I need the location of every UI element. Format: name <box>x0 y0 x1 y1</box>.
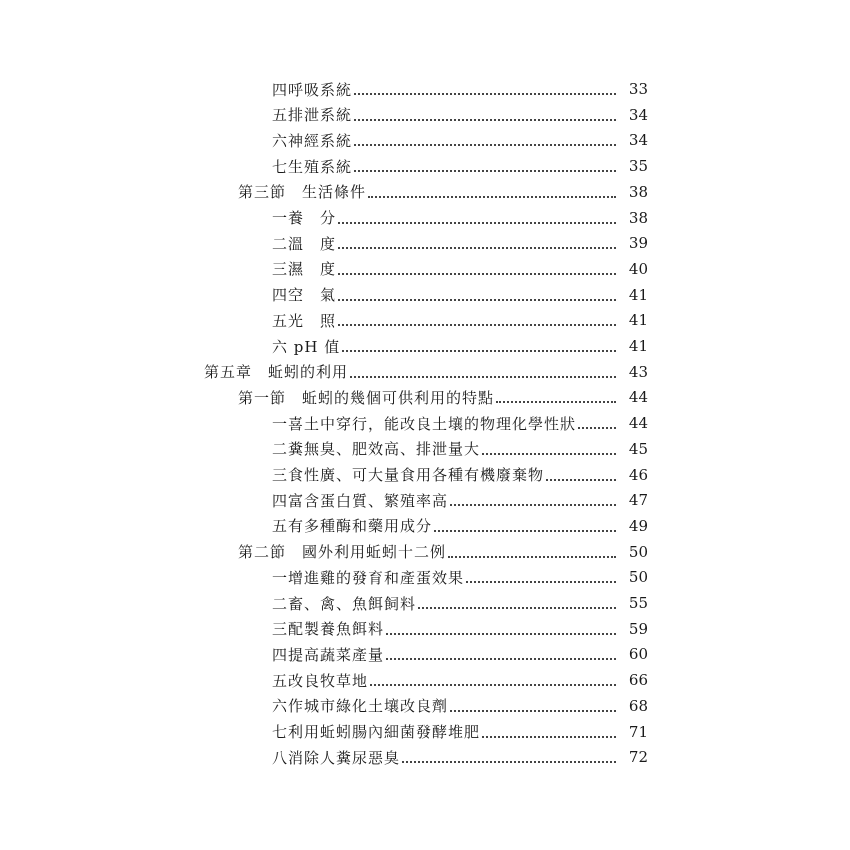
toc-subsection-entry <box>272 412 648 434</box>
toc-entry-label: 四提高蔬菜產量 <box>272 645 385 664</box>
toc-subsection-entry <box>272 258 648 280</box>
toc-entry-label: 三濕 度 <box>272 260 337 279</box>
dot-leader <box>482 726 616 738</box>
toc-subsection-entry <box>272 721 648 743</box>
toc-entry-label: 七利用蚯蚓腸內細菌發酵堆肥 <box>272 723 481 741</box>
toc-entry-page-number: 41 <box>628 285 648 304</box>
toc-subsection-entry <box>272 592 648 614</box>
dot-leader <box>338 237 616 249</box>
dot-leader <box>418 597 616 609</box>
dot-leader <box>450 700 616 712</box>
dot-leader <box>354 160 616 172</box>
toc-subsection-entry <box>272 155 648 177</box>
toc-entry-page-number: 44 <box>628 414 648 433</box>
toc-entry-page-number: 34 <box>628 131 648 150</box>
dot-leader <box>434 520 616 532</box>
toc-entry-page-number: 71 <box>628 722 648 741</box>
toc-subsection-entry <box>272 232 648 254</box>
dot-leader <box>386 648 616 660</box>
toc-entry-label: 第五章 蚯蚓的利用 <box>204 363 349 382</box>
dot-leader <box>338 289 616 301</box>
toc-section-entry <box>238 181 648 203</box>
toc-subsection-entry <box>272 129 648 151</box>
dot-leader <box>354 134 616 146</box>
dot-leader <box>338 263 616 275</box>
dot-leader <box>386 623 616 635</box>
toc-subsection-entry <box>272 695 648 717</box>
toc-subsection-entry <box>272 566 648 588</box>
toc-entry-label: 六神經系統 <box>272 131 353 150</box>
dot-leader <box>546 469 616 481</box>
toc-entry-label: 四空 氣 <box>272 286 337 305</box>
toc-entry-label: 五光 照 <box>272 311 337 330</box>
toc-entry-label: 四呼吸系統 <box>272 80 353 99</box>
toc-entry-page-number: 46 <box>628 465 648 484</box>
toc-entry-label: 第三節 生活條件 <box>238 183 367 202</box>
toc-entry-label: 四富含蛋白質、繁殖率高 <box>272 491 449 510</box>
toc-entry-page-number: 44 <box>628 388 648 407</box>
toc-entry-label: 五改良牧草地 <box>272 671 369 690</box>
toc-entry-page-number: 45 <box>628 439 648 458</box>
toc-entry-label: 一增進雞的發育和產蛋效果 <box>272 568 465 587</box>
toc-section-entry <box>238 541 648 563</box>
toc-entry-page-number: 33 <box>628 80 648 98</box>
toc-entry-label: 二溫 度 <box>272 234 337 253</box>
toc-entry-page-number: 60 <box>628 645 648 664</box>
dot-leader <box>338 314 616 326</box>
toc-subsection-entry <box>272 207 648 229</box>
toc-entry-page-number: 43 <box>628 362 648 381</box>
dot-leader <box>448 546 616 558</box>
dot-leader <box>350 366 616 378</box>
toc-entry-page-number: 59 <box>628 619 648 638</box>
toc-entry-page-number: 39 <box>628 234 648 253</box>
toc-entry-label: 二畜、禽、魚餌飼料 <box>272 594 417 613</box>
dot-leader <box>342 340 616 352</box>
dot-leader <box>450 494 616 506</box>
toc-subsection-entry <box>272 464 648 486</box>
toc-entry-label: 五有多種酶和藥用成分 <box>272 517 433 536</box>
toc-entry-page-number: 47 <box>628 491 648 510</box>
toc-entry-label: 八消除人糞尿惡臭 <box>272 748 401 767</box>
toc-chapter-entry <box>204 361 648 383</box>
toc-entry-label: 一喜土中穿行，能改良土壤的物理化學性狀 <box>272 414 577 433</box>
toc-entry-label: 一養 分 <box>272 209 337 227</box>
dot-leader <box>354 83 616 95</box>
toc-entry-page-number: 38 <box>628 208 648 227</box>
toc-entry-page-number: 50 <box>628 542 648 561</box>
toc-entry-label: 第二節 國外利用蚯蚓十二例 <box>238 543 447 562</box>
dot-leader <box>496 391 616 403</box>
toc-subsection-entry <box>272 309 648 331</box>
toc-entry-label: 三配製養魚餌料 <box>272 620 385 639</box>
toc-subsection-entry <box>272 335 648 357</box>
toc-subsection-entry <box>272 284 648 306</box>
toc-entry-page-number: 68 <box>628 696 648 715</box>
dot-leader <box>368 186 616 198</box>
toc-entry-label: 六 pH 值 <box>272 337 341 356</box>
dot-leader <box>370 674 616 686</box>
toc-subsection-entry <box>272 104 648 126</box>
toc-entry-label: 三食性廣、可大量食用各種有機廢棄物 <box>272 466 545 484</box>
dot-leader <box>466 571 616 583</box>
toc-entry-page-number: 55 <box>628 594 648 612</box>
toc-subsection-entry <box>272 489 648 511</box>
toc-subsection-entry <box>272 438 648 460</box>
toc-entry-page-number: 40 <box>628 259 648 278</box>
toc-entry-page-number: 38 <box>628 182 648 201</box>
toc-entry-page-number: 34 <box>628 105 648 124</box>
toc-entry-page-number: 50 <box>628 568 648 587</box>
toc-entry-page-number: 35 <box>628 157 648 176</box>
toc-entry-page-number: 41 <box>628 311 648 330</box>
toc-entry-label: 二糞無臭、肥效高、排泄量大 <box>272 440 481 459</box>
toc-subsection-entry <box>272 669 648 691</box>
toc-subsection-entry <box>272 643 648 665</box>
toc-subsection-entry <box>272 78 648 100</box>
toc-entry-page-number: 72 <box>628 748 648 767</box>
toc-entry-label: 第一節 蚯蚓的幾個可供利用的特點 <box>238 388 495 407</box>
dot-leader <box>402 751 616 763</box>
toc-section-entry <box>238 386 648 408</box>
dot-leader <box>338 212 616 224</box>
toc-entry-page-number: 49 <box>628 516 648 535</box>
dot-leader <box>578 417 616 429</box>
toc-entry-label: 七生殖系統 <box>272 157 353 176</box>
dot-leader <box>482 443 616 455</box>
toc-subsection-entry <box>272 515 648 537</box>
toc-entry-page-number: 41 <box>628 337 648 355</box>
toc-entry-label: 五排泄系統 <box>272 106 353 125</box>
dot-leader <box>354 109 616 121</box>
toc-entry-page-number: 66 <box>628 671 648 690</box>
toc-subsection-entry <box>272 618 648 640</box>
toc-entry-label: 六作城市綠化土壤改良劑 <box>272 697 449 716</box>
toc-subsection-entry <box>272 746 648 768</box>
